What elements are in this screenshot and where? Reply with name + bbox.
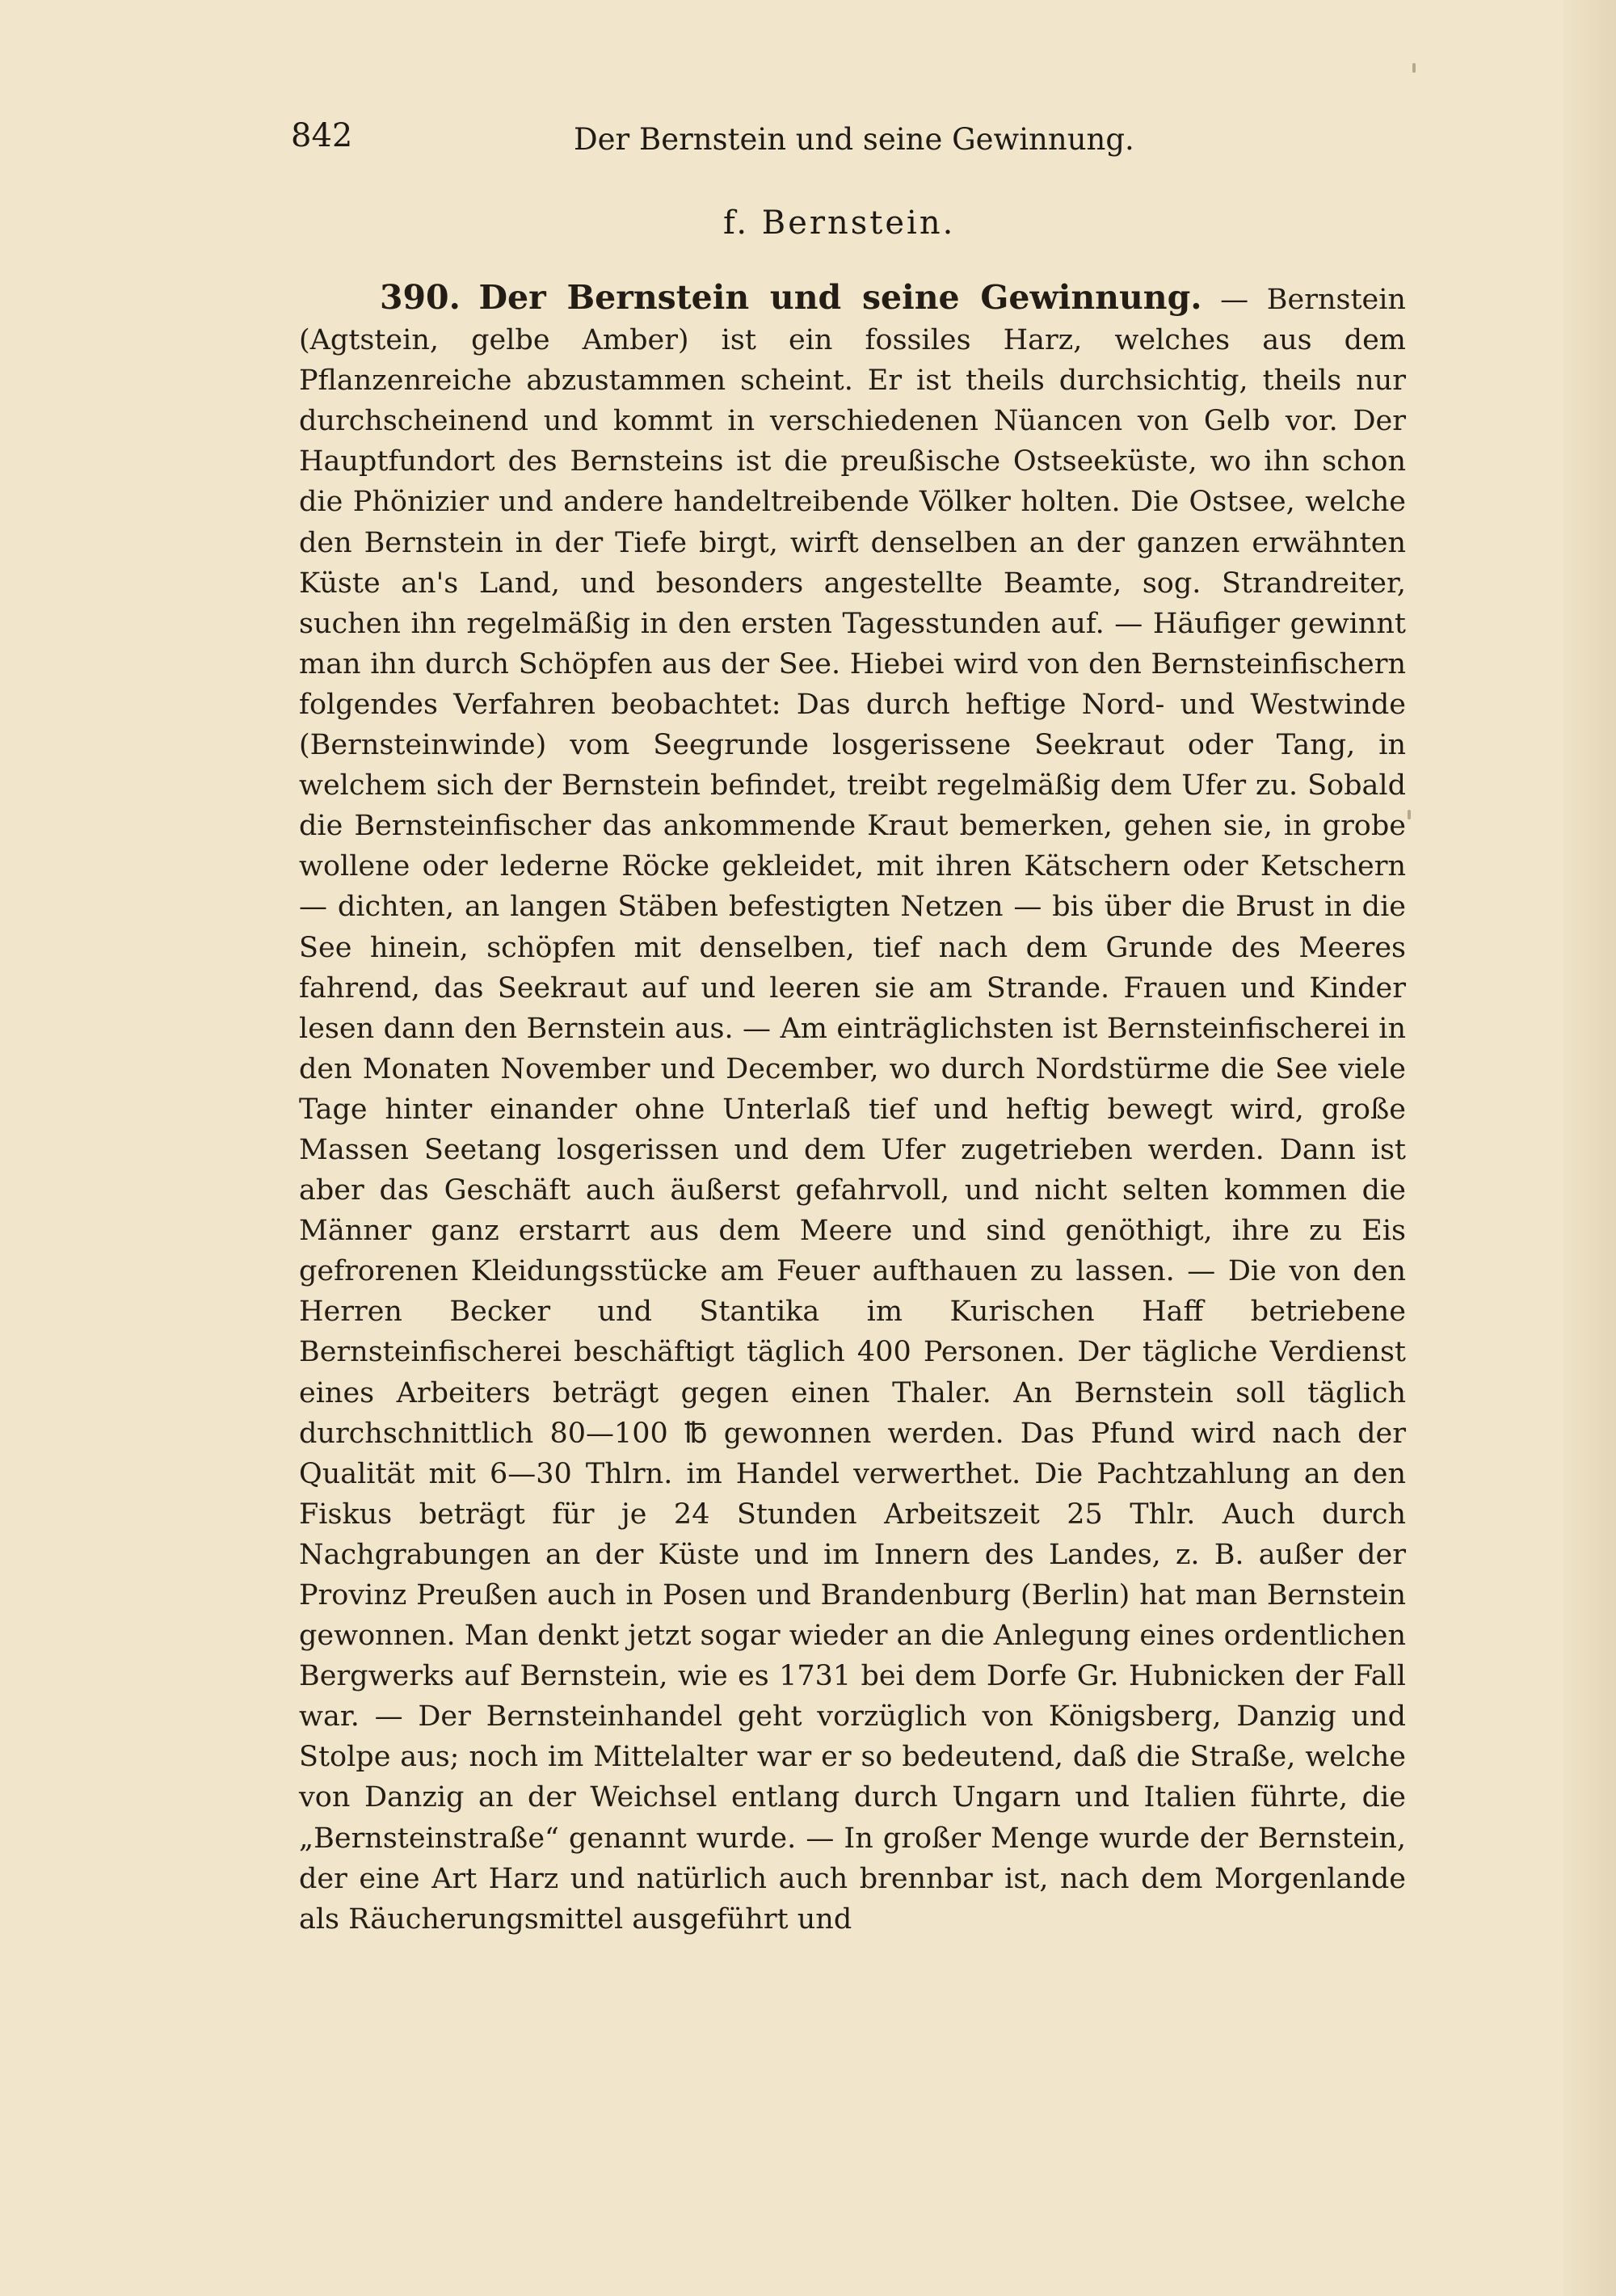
article-text: — Bernstein (Agtstein, gelbe Amber) ist ein fossiles Harz, welches aus dem Pflanzenreiche abzustammen scheint. Er ist theils durchsichtig, theils nur durchscheinend und kommt in verschiedenen Nüancen von Gelb vor. Der Hauptfundort des Bernsteins ist die preußische Ostseeküste, wo ihn schon die Phönizier und andere handeltreibende Völker holten. Die Ostsee, welche den Bernstein in der Tiefe birgt, wirft denselben an der ganzen erwähnten Küste an's Land, und besonders angestellte Beamte, sog. Strandreiter, suchen ihn regelmäßig in den ersten Tagesstunden auf. — Häufiger gewinnt man ihn durch Schöpfen aus der See. Hiebei wird von den Bernsteinfischern folgendes Verfahren beobachtet: Das durch heftige Nord- und Westwinde (Bernsteinwinde) vom Seegrunde losgerissene Seekraut oder Tang, in welchem sich der Bernstein befindet, treibt regelmäßig dem Ufer zu. Sobald die Bernsteinfischer das ankommende Kraut bemerken, gehen sie, in grobe wollene oder lederne Röcke gekleidet, mit ihren Kätschern oder Ketschern — dichten, an langen Stäben befestigten Netzen — bis über die Brust in die See hinein, schöpfen mit denselben, tief nach dem Grunde des Meeres fahrend, das Seekraut auf und leeren sie am Strande. Frauen und Kinder lesen dann den Bernstein aus. — Am einträglichsten ist Bernsteinfischerei in den Monaten November und December, wo durch Nordstürme die See viele Tage hinter einander ohne Unterlaß tief und heftig bewegt wird, große Massen Seetang losgerissen und dem Ufer zugetrieben werden. Dann ist aber das Geschäft auch äußerst gefahrvoll, und nicht selten kommen die Männer ganz erstarrt aus dem Meere und sind genöthigt, ihre zu Eis gefrorenen Kleidungsstücke am Feuer aufthauen zu lassen. — Die von den Herren Becker und Stantika im Kurischen Haff betriebene Bernsteinfischerei beschäftigt täglich 400 Personen. Der tägliche Verdienst eines Arbeiters beträgt gegen einen Thaler. An Bernstein soll täglich durchschnittlich 80—100 ℔ gewonnen werden. Das Pfund wird nach der Qualität mit 6—30 Thlrn. im Handel verwerthet. Die Pachtzahlung an den Fiskus beträgt für je 24 Stunden Arbeitszeit 25 Thlr. Auch durch Nachgrabungen an der Küste und im Innern des Landes, z. B. außer der Provinz Preußen auch in Posen und Brandenburg (Berlin) hat man Bernstein gewonnen. Man denkt jetzt sogar wieder an die Anlegung eines ordentlichen Bergwerks auf Bernstein, wie es 1731 bei dem Dorfe Gr. Hubnicken der Fall war. — Der Bernsteinhandel geht vorzüglich von Königsberg, Danzig und Stolpe aus; noch im Mittelalter war er so bedeutend, daß die Straße, welche von Danzig an der Weichsel entlang durch Ungarn und Italien führte, die „Bernsteinstraße“ genannt wurde. — In großer Menge wurde der Bernstein, der eine Art Harz und natürlich auch brennbar ist, nach dem Morgenlande als Räucherungsmittel ausgeführt und xyxy=(299,284,1406,1936)
article-heading: Der Bernstein und seine Gewinnung. xyxy=(478,278,1202,317)
running-head: Der Bernstein und seine Gewinnung. xyxy=(574,122,1134,157)
article-body xyxy=(299,277,1406,1940)
page-header xyxy=(291,117,1135,166)
page-edge-shadow xyxy=(1563,0,1616,2296)
page-number: 842 xyxy=(291,117,353,154)
scan-speck xyxy=(1412,63,1416,73)
scan-speck xyxy=(1408,810,1411,819)
section-title: f. Bernstein. xyxy=(723,204,956,242)
paragraph-number: 390. xyxy=(380,278,461,317)
